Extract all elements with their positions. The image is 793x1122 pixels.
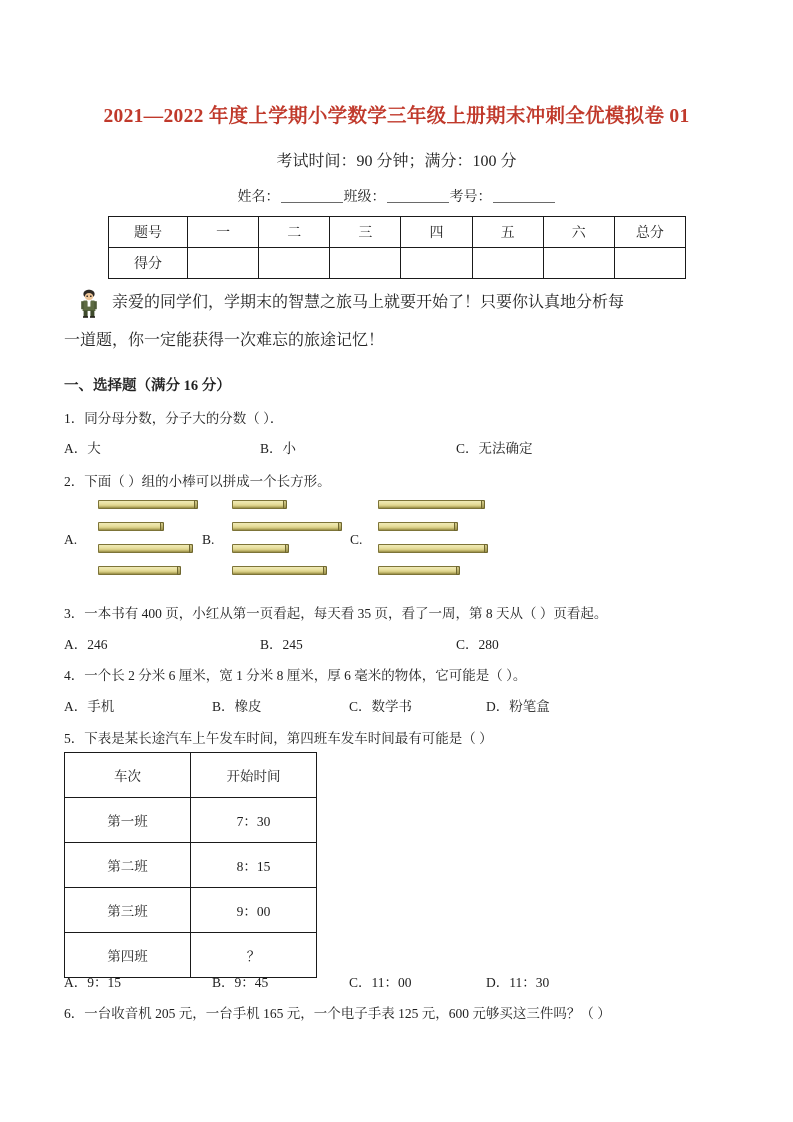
class-blank[interactable]	[387, 189, 449, 203]
table-row	[109, 248, 686, 279]
score-table-col-6: 总分	[614, 217, 685, 248]
question-5-option-d[interactable]: D．11：30	[486, 975, 550, 990]
score-cell-0[interactable]	[188, 248, 259, 279]
question-4-stem: 4．一个长 2 分米 6 厘米，宽 1 分米 8 厘米，厚 6 毫米的物体，它可能是（ ）。	[64, 668, 527, 683]
exam-no-field	[450, 190, 556, 205]
stick	[378, 500, 485, 509]
question-4-option-a[interactable]: A．手机	[64, 699, 115, 714]
bus-trip-2: 第三班	[65, 888, 191, 933]
table-row	[65, 798, 317, 843]
stick-group-label-a[interactable]: A.	[64, 532, 78, 547]
question-5-stem: 5．下表是某长途汽车上午发车时间，第四班车发车时间最有可能是（ ）	[64, 731, 493, 746]
question-1-option-c[interactable]: C．无法确定	[456, 441, 533, 456]
score-table-col-1: 二	[259, 217, 330, 248]
question-2-stick-diagram	[0, 496, 793, 588]
stick	[98, 522, 164, 531]
stick	[232, 522, 342, 531]
bus-time-3: ？	[191, 933, 317, 978]
stick	[98, 544, 193, 553]
question-4-options	[64, 695, 740, 715]
bus-schedule-table	[64, 752, 317, 978]
bus-trip-0: 第一班	[65, 798, 191, 843]
class-field	[344, 190, 450, 205]
question-1-option-b[interactable]: B．小	[260, 441, 297, 456]
bus-time-0: 7：30	[191, 798, 317, 843]
question-4-option-d[interactable]: D．粉笔盒	[486, 699, 550, 714]
question-5-option-b[interactable]: B．9：45	[212, 975, 269, 990]
bus-time-1: 8：15	[191, 843, 317, 888]
question-3-option-a[interactable]: A．246	[64, 637, 108, 652]
question-1-options	[64, 437, 740, 457]
question-6-stem: 6．一台收音机 205 元，一台手机 165 元，一个电子手表 125 元，600 元够买这三件吗？（ ）	[64, 1006, 611, 1021]
table-row	[65, 753, 317, 798]
name-field	[238, 190, 344, 205]
exam-subtitle: 考试时间：90 分钟；满分：100 分	[276, 153, 517, 170]
question-3-stem: 3．一本书有 400 页，小红从第一页看起，每天看 35 页，看了一周，第 8 天从（ ）页看起。	[64, 606, 608, 621]
question-1-stem: 1．同分母分数，分子大的分数（ ）．	[64, 411, 284, 426]
score-table-col-4: 五	[472, 217, 543, 248]
bus-time-2: 9：00	[191, 888, 317, 933]
question-5-options	[64, 971, 740, 991]
question-5-option-c[interactable]: C．11：00	[349, 975, 412, 990]
exam-no-label: 考号：	[449, 190, 492, 205]
score-table-row-label-0: 题号	[109, 217, 188, 248]
question-3-option-b[interactable]: B．245	[260, 637, 303, 652]
table-row	[65, 843, 317, 888]
score-cell-2[interactable]	[330, 248, 401, 279]
name-blank[interactable]	[281, 189, 343, 203]
name-label: 姓名：	[237, 190, 280, 205]
bus-table-header-trip: 车次	[65, 753, 191, 798]
question-5-option-a[interactable]: A．9：15	[64, 975, 121, 990]
table-row	[65, 888, 317, 933]
stick	[98, 500, 198, 509]
bus-trip-3: 第四班	[65, 933, 191, 978]
bus-trip-1: 第二班	[65, 843, 191, 888]
stick	[232, 544, 289, 553]
question-4-option-c[interactable]: C．数学书	[349, 699, 413, 714]
score-table-col-2: 三	[330, 217, 401, 248]
stick	[232, 566, 327, 575]
question-3-options	[64, 633, 740, 653]
stick-group-label-c[interactable]: C.	[350, 532, 363, 547]
score-cell-4[interactable]	[472, 248, 543, 279]
class-label: 班级：	[343, 190, 386, 205]
score-cell-6[interactable]	[614, 248, 685, 279]
score-table-col-3: 四	[401, 217, 472, 248]
stick-group-label-b[interactable]: B.	[202, 532, 215, 547]
score-table	[108, 216, 686, 279]
score-cell-5[interactable]	[543, 248, 614, 279]
question-1-option-a[interactable]: A．大	[64, 441, 101, 456]
greeting-line-2: 一道题，你一定能获得一次难忘的旅途记忆！	[64, 332, 385, 349]
question-4-option-b[interactable]: B．橡皮	[212, 699, 262, 714]
page-title: 2021—2022 年度上学期小学数学三年级上册期末冲刺全优模拟卷 01	[103, 106, 690, 127]
stick	[378, 522, 458, 531]
stick	[378, 544, 488, 553]
score-table-col-5: 六	[543, 217, 614, 248]
stick	[378, 566, 460, 575]
stick	[232, 500, 287, 509]
score-cell-1[interactable]	[259, 248, 330, 279]
score-table-col-0: 一	[188, 217, 259, 248]
score-table-row-label-1: 得分	[109, 248, 188, 279]
question-3-option-c[interactable]: C．280	[456, 637, 499, 652]
identity-line	[0, 186, 793, 206]
question-2-stem: 2．下面（ ）组的小棒可以拼成一个长方形。	[64, 474, 331, 489]
table-row	[109, 217, 686, 248]
score-cell-3[interactable]	[401, 248, 472, 279]
stick	[98, 566, 181, 575]
student-cartoon-icon	[76, 288, 102, 318]
bus-table-header-time: 开始时间	[191, 753, 317, 798]
greeting-line-1: 亲爱的同学们，学期末的智慧之旅马上就要开始了！只要你认真地分析每	[112, 294, 625, 311]
section-heading-choice: 一、选择题（满分 16 分）	[64, 378, 231, 394]
exam-no-blank[interactable]	[493, 189, 555, 203]
